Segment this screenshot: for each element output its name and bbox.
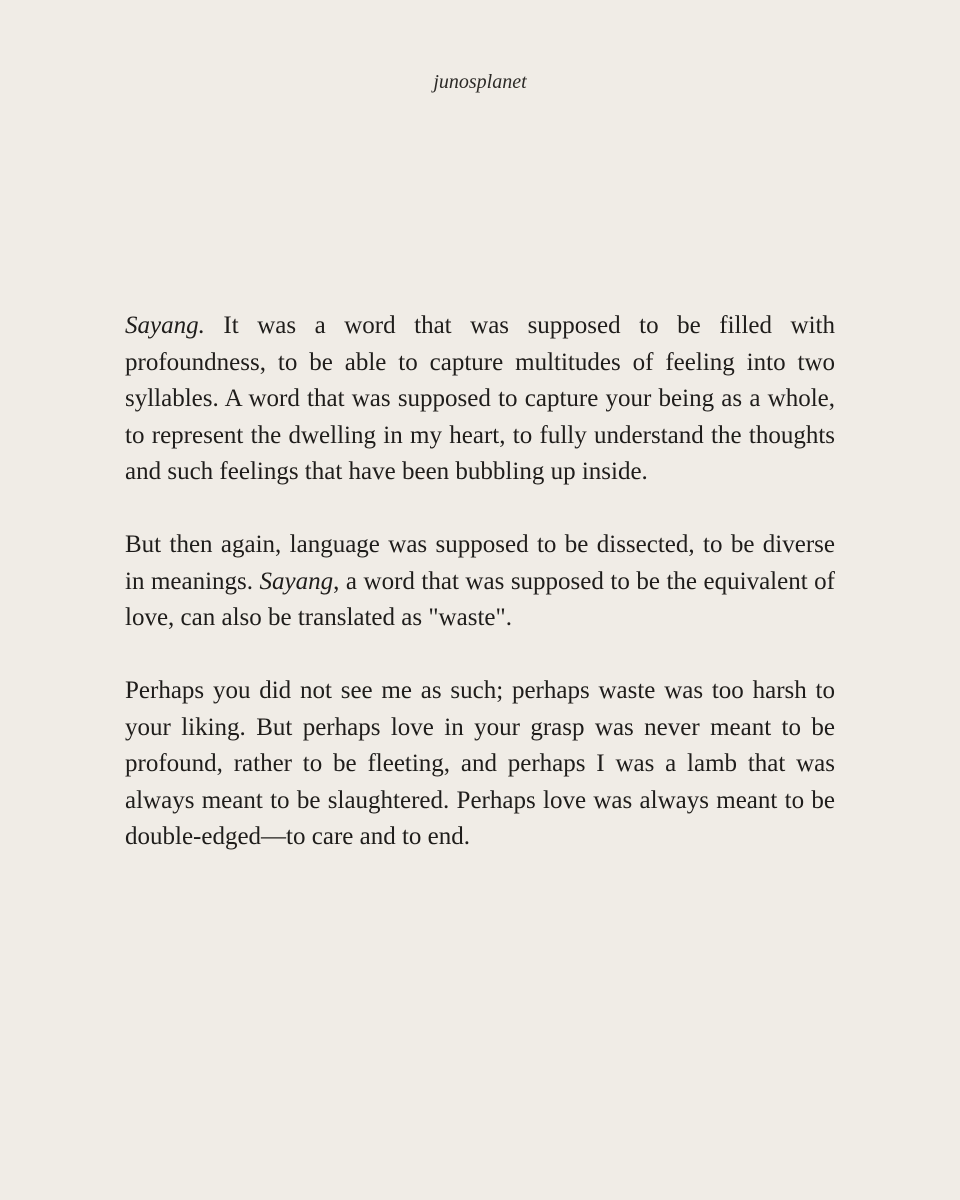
word-sayang-italic: Sayang. [125,312,205,339]
paragraph-3-text: Perhaps you did not see me as such; perhaps waste was too harsh to your liking. But perhaps love in your grasp was never meant to be profound, rather to be fleeting, and perhaps I was a lamb that was always meant to be slaughtered. Perhaps love was always meant to be double-edged—to care and to end. [125,677,835,850]
prose-block [125,308,835,856]
paragraph-1-text: It was a word that was supposed to be filled with profoundness, to be able to capture multitudes of feeling into two syllables. A word that was supposed to capture your being as a whole, to represent the dwelling in my heart, to fully understand the thoughts and such feelings that have been bubbling up inside. [125,312,835,485]
paragraph-3 [125,673,835,856]
paragraph-2-text-end: , a word that was supposed to be the equivalent of love, can also be translated as "waste". [125,567,835,631]
author-handle: junosplanet [433,71,527,93]
paragraph-1 [125,308,835,491]
paragraph-2 [125,527,835,637]
word-sayang-italic-2: Sayang [259,567,334,595]
paragraph-2-text-start: But then again, language was supposed to be dissected, to be diverse in meanings. [125,531,835,595]
